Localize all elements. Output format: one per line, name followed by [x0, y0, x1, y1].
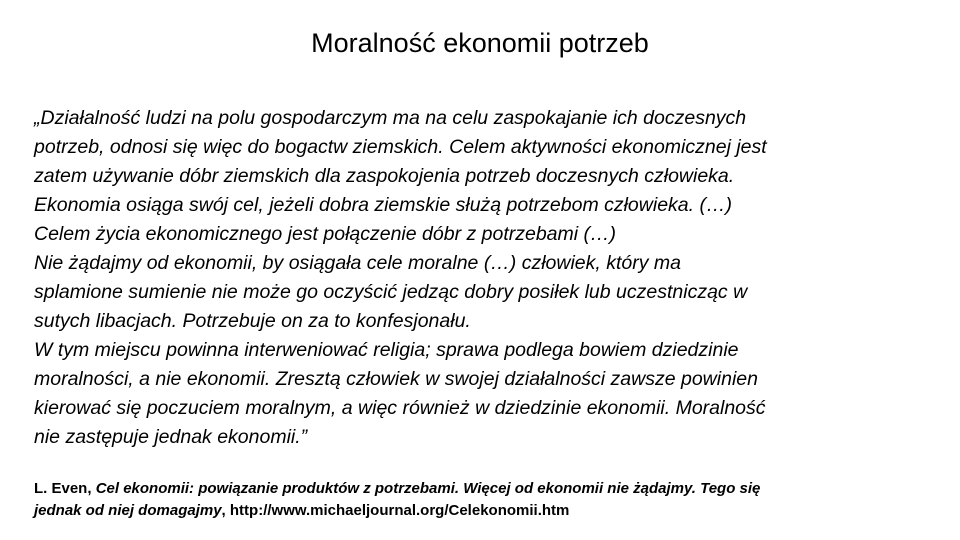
citation	[34, 478, 934, 522]
quote-line: W tym miejscu powinna interweniować religia; sprawa podlega bowiem dziedzinie	[34, 339, 739, 361]
citation-line-2	[34, 500, 934, 522]
quote-line: kierować się poczuciem moralnym, a więc również w dziedzinie ekonomii. Moralność	[34, 397, 766, 419]
quote-line: nie zastępuje jednak ekonomii.”	[34, 426, 308, 448]
quote-line: potrzeb, odnosi się więc do bogactw ziemskich. Celem aktywności ekonomicznej jest	[34, 136, 767, 158]
citation-line-1	[34, 478, 934, 500]
citation-separator: ,	[221, 502, 230, 519]
quote-block	[34, 104, 944, 452]
citation-author: L. Even,	[34, 480, 96, 497]
quote-line: „Działalność ludzi na polu gospodarczym ma na celu zaspokajanie ich doczesnych	[34, 107, 747, 129]
citation-url[interactable]: http://www.michaeljournal.org/Celekonomii.htm	[229, 502, 570, 519]
citation-work-title-cont: jednak od niej domagajmy	[34, 502, 222, 519]
quote-line: moralności, a nie ekonomii. Zresztą człowiek w swojej działalności zawsze powinien	[34, 368, 758, 390]
citation-work-title: Cel ekonomii: powiązanie produktów z potrzebami. Więcej od ekonomii nie żądajmy. Tego się	[95, 480, 761, 497]
slide-title: Moralność ekonomii potrzeb	[311, 28, 649, 58]
quote-line: zatem używanie dóbr ziemskich dla zaspokojenia potrzeb doczesnych człowieka.	[34, 165, 735, 187]
quote-line: Ekonomia osiąga swój cel, jeżeli dobra ziemskie służą potrzebom człowieka. (…)	[34, 194, 732, 216]
quote-line: Nie żądajmy od ekonomii, by osiągała cele moralne (…) człowiek, który ma	[34, 252, 682, 274]
quote-line: Celem życia ekonomicznego jest połączenie dóbr z potrzebami (…)	[34, 223, 617, 245]
quote-line: splamione sumienie nie może go oczyścić jedząc dobry posiłek lub uczestnicząc w	[34, 281, 748, 303]
quote-line: sutych libacjach. Potrzebuje on za to konfesjonału.	[34, 310, 471, 332]
